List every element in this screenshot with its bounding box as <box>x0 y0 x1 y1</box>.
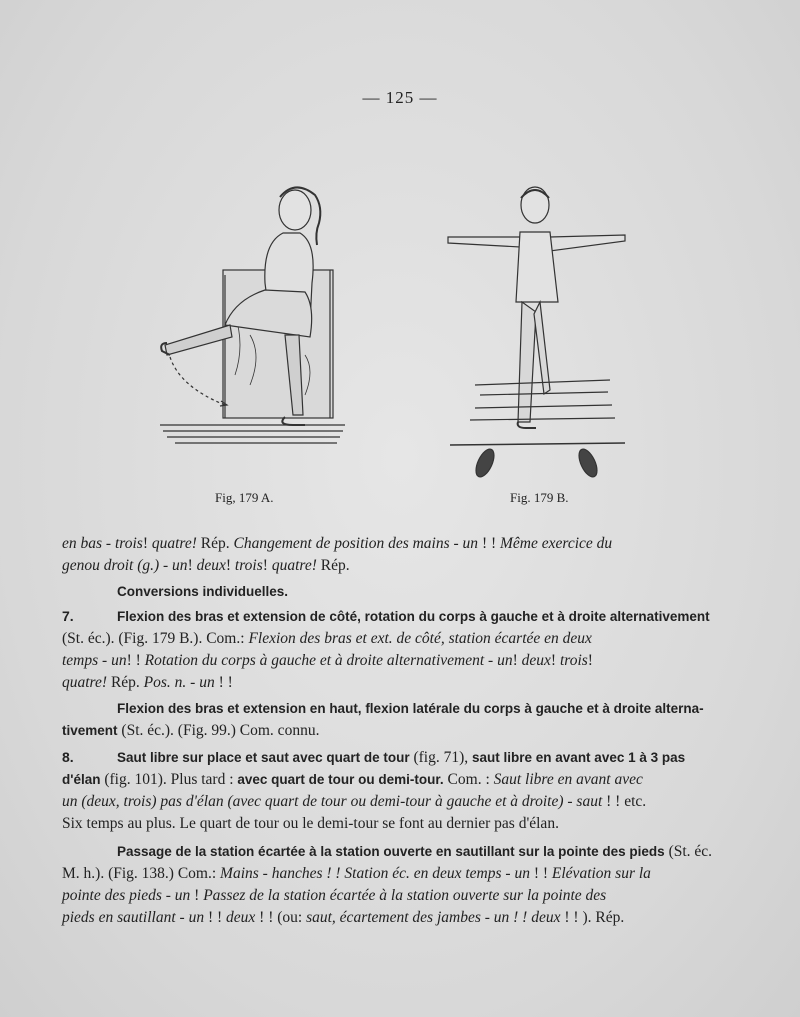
figure-179a-caption: Fig, 179 A. <box>215 490 274 505</box>
text-span: ). Rép. <box>582 909 625 926</box>
text-line <box>62 720 319 742</box>
text-span: deux <box>196 557 226 574</box>
text-line <box>62 650 593 672</box>
text-span: (fig. 71), <box>409 749 473 766</box>
text-span: Rép. <box>107 674 144 691</box>
text-span: Com. : <box>443 771 494 788</box>
text-span: (St. éc. <box>664 843 713 860</box>
text-span: trois <box>559 652 588 669</box>
text-line <box>62 885 606 907</box>
text-span: (St. éc.). (Fig. 179 B.). Com.: <box>62 630 249 647</box>
exercise-title: Flexion des bras et extension en haut, flexion latérale du corps à gauche et à droite alterna- <box>117 701 704 716</box>
text-line <box>62 907 624 929</box>
text-span: Flexion des bras et ext. de côté, station écartée en deux <box>248 630 592 647</box>
text-span: ! <box>142 535 152 552</box>
body-text-end <box>62 907 738 931</box>
text-line <box>62 628 592 650</box>
exercise-title: avec quart de tour ou demi-tour. <box>237 772 444 787</box>
section-heading: Conversions individuelles. <box>117 584 289 599</box>
exercise-title: d'élan <box>62 772 101 787</box>
text-line <box>62 863 651 885</box>
text-span: ! <box>187 557 197 574</box>
text-span: ! <box>262 557 272 574</box>
text-span: ! ! <box>126 652 145 669</box>
text-span: Elévation sur la <box>551 865 651 882</box>
text-span: ! <box>190 887 204 904</box>
body-text <box>62 533 738 913</box>
text-line <box>62 791 646 813</box>
exercise-number: 8. <box>62 749 74 765</box>
text-span: ! ! etc. <box>602 793 647 810</box>
text-line <box>62 533 612 555</box>
text-line <box>62 746 685 769</box>
text-span: en bas - trois <box>62 535 143 552</box>
text-line <box>62 605 710 628</box>
text-line <box>117 841 712 863</box>
text-span: ! ! <box>204 909 227 926</box>
text-span: ! <box>225 557 235 574</box>
text-span: temps - un <box>62 652 127 669</box>
text-span: ! <box>550 652 560 669</box>
text-span: ! ! (ou: <box>255 909 307 926</box>
text-span: Même exercice du <box>500 535 613 552</box>
text-span: Mains - hanches ! ! Station éc. en deux temps - un <box>220 865 530 882</box>
text-span: quatre! <box>151 535 197 552</box>
text-span: pointe des pieds - un <box>62 887 191 904</box>
text-span: ! ! <box>214 674 233 691</box>
text-line <box>62 672 233 694</box>
exercise-title: saut libre en avant avec 1 à 3 pas <box>472 750 686 765</box>
text-span: ! <box>512 652 522 669</box>
text-line <box>62 769 643 791</box>
figure-179b-illustration <box>440 180 630 485</box>
text-span: deux <box>521 652 551 669</box>
text-span: Passez de la station écartée à la station ouverte sur la pointe des <box>203 887 607 904</box>
text-line <box>62 555 350 577</box>
exercise-title: Passage de la station écartée à la station ouverte en sautillant sur la pointe des pieds <box>117 844 665 859</box>
exercise-title: Flexion des bras et extension de côté, rotation du corps à gauche et à droite alternativement <box>117 609 710 624</box>
text-span: ! ! <box>529 865 552 882</box>
text-span: Pos. n. - un <box>143 674 215 691</box>
exercise-title: tivement <box>62 723 118 738</box>
exercise-number: 7. <box>62 608 74 624</box>
text-span: ! ! <box>560 909 583 926</box>
text-span: (St. éc.). (Fig. 99.) Com. connu. <box>117 722 320 739</box>
text-span: deux <box>226 909 256 926</box>
text-span: ! <box>587 652 593 669</box>
text-span: genou droit (g.) - un <box>62 557 188 574</box>
text-line: Six temps au plus. Le quart de tour ou le demi-tour se font au dernier pas d'élan. <box>62 815 559 832</box>
text-span: quatre! <box>271 557 317 574</box>
text-span: trois <box>234 557 263 574</box>
text-span: ! ! <box>478 535 501 552</box>
text-span: pieds en sautillant - un <box>62 909 205 926</box>
figure-179b-caption: Fig. 179 B. <box>510 490 569 505</box>
text-span: Changement de position des mains - un <box>233 535 479 552</box>
text-span: Saut libre en avant avec <box>493 771 643 788</box>
page-number: — 125 — <box>362 88 438 107</box>
text-span: Rép. <box>316 557 350 574</box>
text-span: M. h.). (Fig. 138.) Com.: <box>62 865 221 882</box>
figure-179a-illustration <box>155 175 350 460</box>
text-span: Rép. <box>196 535 234 552</box>
exercise-title: Saut libre sur place et saut avec quart de tour <box>117 750 410 765</box>
text-span: (fig. 101). Plus tard : <box>100 771 238 788</box>
text-span: quatre! <box>62 674 108 691</box>
text-span: Rotation du corps à gauche et à droite alternativement - un <box>144 652 513 669</box>
text-span: saut, écartement des jambes - un ! ! deux <box>306 909 561 926</box>
text-span: un (deux, trois) pas d'élan (avec quart de tour ou demi-tour à gauche et à droite) - saut <box>62 793 603 810</box>
